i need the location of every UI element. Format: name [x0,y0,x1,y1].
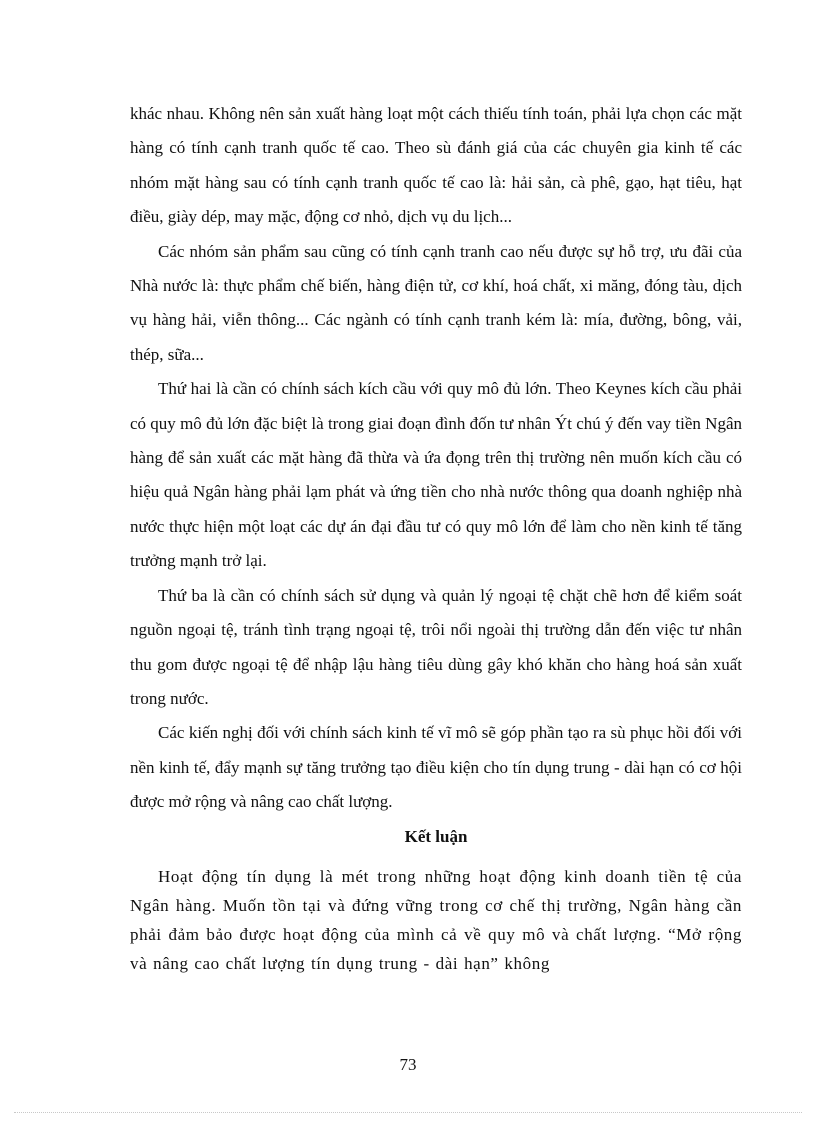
paragraph-macro-recommendations: Các kiến nghị đối với chính sách kinh tế vĩ mô sẽ góp phần tạo ra sù phục hồi đối với nền kinh tế, đẩy mạnh sự tăng trưởng tạo điều kiện cho tín dụng trung - dài hạn có cơ hội được mở rộng và nâng cao chất lượng. [130,723,742,812]
conclusion-heading: Kết luận [404,826,468,846]
paragraph-competitive-goods: khác nhau. Không nên sản xuất hàng loạt một cách thiếu tính toán, phải lựa chọn các mặt hàng có tính cạnh tranh quốc tế cao. Theo sù đánh giá của các chuyên gia kinh tế các nhóm mặt hàng sau có tính cạnh tranh quốc tế cao là: hải sản, cà phê, gạo, hạt tiêu, hạt điều, giày dép, may mặc, động cơ nhỏ, dịch vụ du lịch... [130,104,742,227]
paragraph-demand-stimulus: Thứ hai là cần có chính sách kích cầu với quy mô đủ lớn. Theo Keynes kích cầu phải có quy mô đủ lớn đặc biệt là trong giai đoạn đình đốn tư nhân Ýt chú ý đến vay tiền Ngân hàng để sản xuất các mặt hàng đã thừa và ứa đọng trên thị trường nên muốn kích cầu có hiệu quả Ngân hàng phải lạm phát và ứng tiền cho nhà nước thông qua doanh nghiệp nhà nước thực hiện một loạt các dự án đại đầu tư có quy mô lớn để làm cho nền kinh tế tăng trưởng mạnh trở lại. [130,379,742,571]
paragraph-conclusion: Hoạt động tín dụng là mét trong những hoạt động kinh doanh tiền tệ của Ngân hàng. Muốn tồn tại và đứng vững trong cơ chế thị trường, Ngân hàng cần phải đảm bảo được hoạt động của mình cả về quy mô và chất lượng. “Mở rộng và nâng cao chất lượng tín dụng trung - dài hạn” không [130,866,742,973]
page-body [130,97,742,978]
paragraph-supported-products: Các nhóm sản phẩm sau cũng có tính cạnh tranh cao nếu được sự hỗ trợ, ưu đãi của Nhà nước là: thực phẩm chế biến, hàng điện tử, cơ khí, hoá chất, xi măng, đóng tàu, dịch vụ hàng hải, viễn thông... Các ngành có tính cạnh tranh kém là: mía, đường, bông, vải, thép, sữa... [130,241,742,364]
bottom-divider [14,1112,802,1113]
paragraph-foreign-currency: Thứ ba là cần có chính sách sử dụng và quản lý ngoại tệ chặt chẽ hơn để kiểm soát nguồn ngoại tệ, tránh tình trạng ngoại tệ, trôi nổi ngoài thị trường dẫn đến việc tư nhân thu gom được ngoại tệ để nhập lậu hàng tiêu dùng gây khó khăn cho hàng hoá sản xuất trong nước. [130,585,742,708]
page-number: 73 [399,1055,417,1074]
